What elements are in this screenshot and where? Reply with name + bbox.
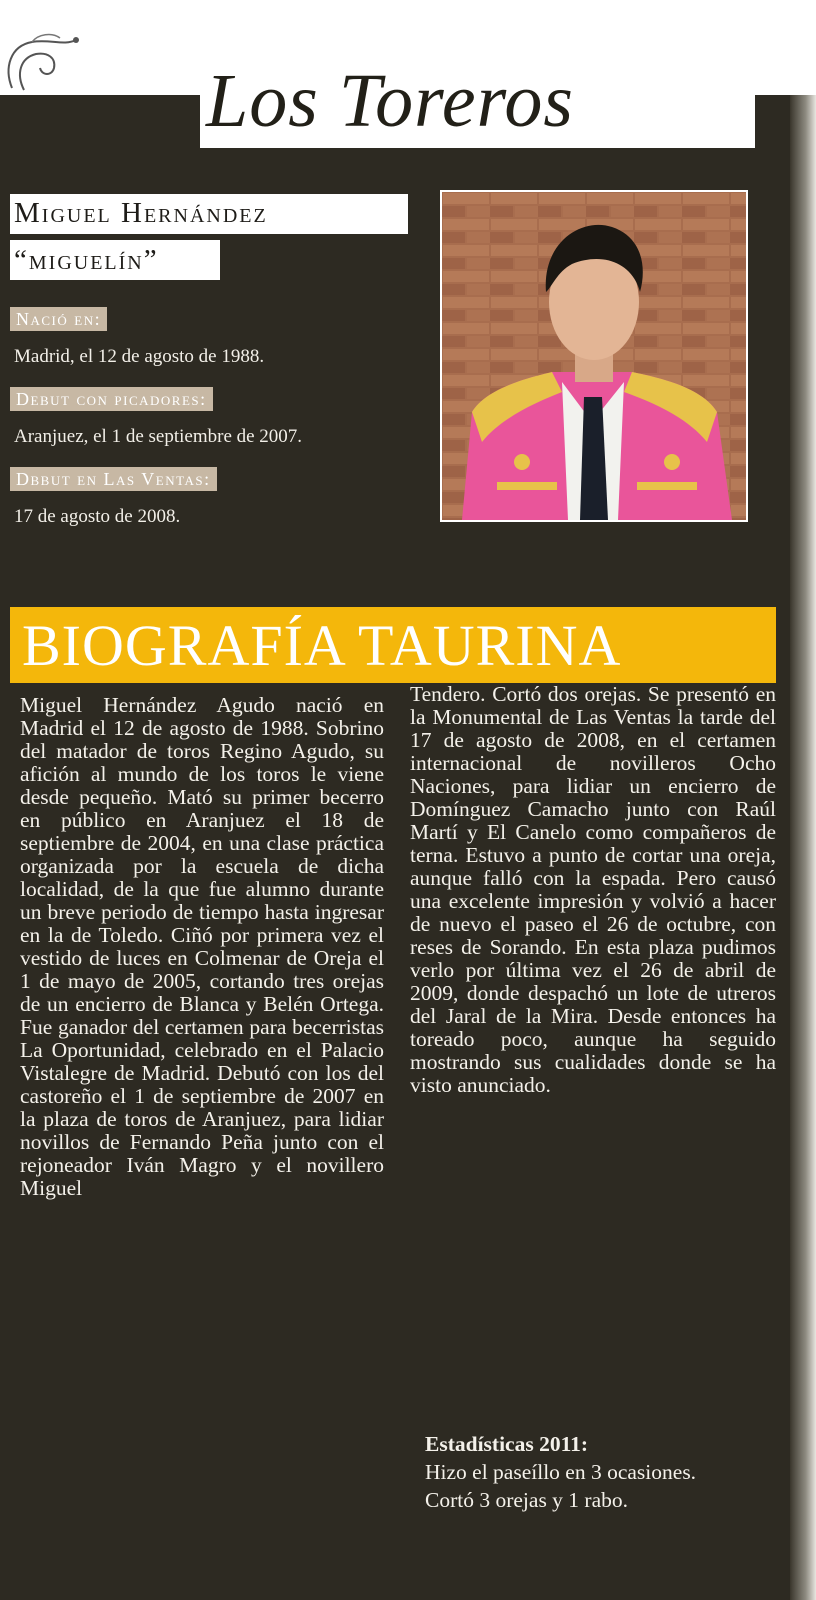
torero-name: Miguel Hernández	[14, 197, 268, 229]
stats-line: Cortó 3 orejas y 1 rabo.	[425, 1488, 629, 1512]
ornament-flourish-icon	[2, 28, 82, 98]
fact-label-birth: Nació en:	[10, 307, 107, 331]
biography-column-left: Miguel Hernández Agudo nació en Madrid el 12 de agosto de 1988. Sobrino del matador de toros Regino Agudo, su afición al mundo de los toros le viene desde pequeño. Mató su primer becerro en público en Aranjuez el 18 de septiembre de 2004, en una clase práctica organizada por la escuela de dicha localidad, de la que fue alumno durante un breve periodo de tiempo hasta ingresar en la de Toledo. Ciñó por primera vez el vestido de luces en Colmenar de Oreja el 1 de mayo de 2005, cortando tres orejas de un encierro de Blanca y Belén Ortega. Fue ganador del certamen para becerristas La Oportunidad, celebrado en el Palacio Vistalegre de Madrid. Debutó con los del castoreño el 1 de septiembre de 2007 en la plaza de toros de Aranjuez, para lidiar novillos de Fernando Peña junto con el rejoneador Iván Magro y el novillero Miguel	[20, 693, 384, 1200]
fact-value-ventas: 17 de agosto de 2008.	[14, 506, 181, 527]
stats-line: Hizo el paseíllo en 3 ocasiones.	[425, 1460, 697, 1484]
fact-value-birth: Madrid, el 12 de agosto de 1988.	[14, 346, 265, 367]
fact-value-picadores: Aranjuez, el 1 de septiembre de 2007.	[14, 426, 303, 447]
biography-column-right: Tendero. Cortó dos orejas. Se presentó en la Monumental de Las Ventas la tarde del 17 de agosto de 2008, en el certamen internacional de novilleros Ocho Naciones, para lidiar un encierro de Domínguez Camacho junto con Raúl Martí y El Canelo como compañeros de terna. Estuvo a punto de cortar una oreja, aunque falló con la espada. Pero causó una excelente impresión y volvió a hacer de nuevo el paseo el 26 de octubre, con reses de Sorando. En esta plaza pudimos verlo por última vez el 26 de abril de 2009, donde despachó un lote de utreros del Jaral de la Mira. Desde entonces ha toreado poco, aunque ha seguido mostrando sus cualidades donde se ha visto anunciado.	[410, 682, 776, 1097]
page-fold-edge	[790, 95, 816, 1600]
fact-label-ventas: Dbbut en Las Ventas:	[10, 467, 217, 491]
torero-photo	[440, 190, 748, 522]
biography-heading: BIOGRAFÍA TAURINA	[22, 613, 622, 678]
torero-nickname: “miguelín”	[14, 244, 159, 276]
stats-title: Estadísticas 2011:	[425, 1432, 589, 1456]
fact-label-picadores: Debut con picadores:	[10, 387, 213, 411]
torero-portrait-image	[442, 192, 746, 520]
page-title: Los Toreros	[206, 59, 574, 143]
